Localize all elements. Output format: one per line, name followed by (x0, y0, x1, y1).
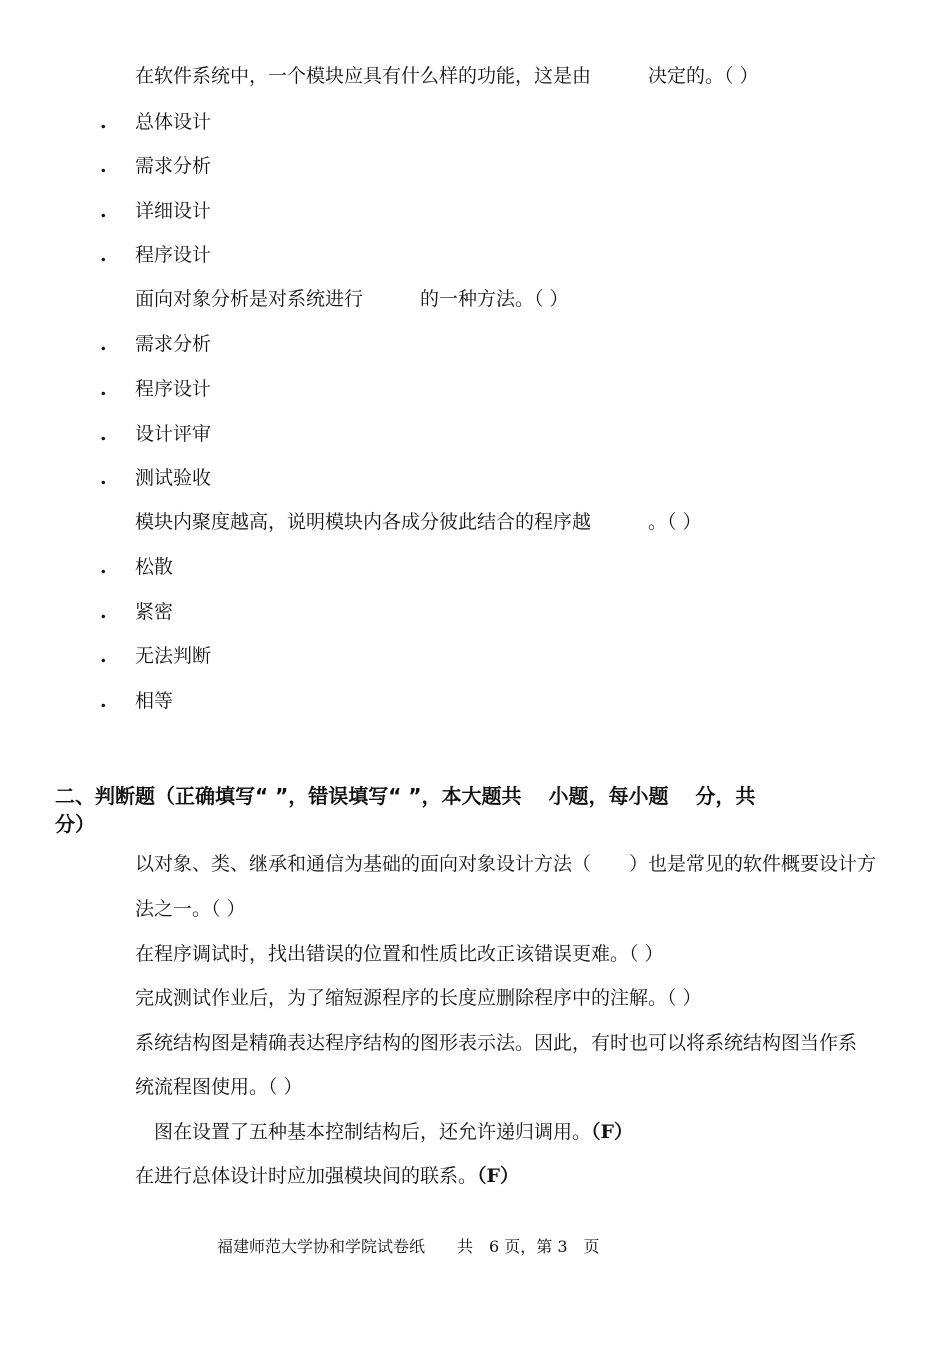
judgment-6 (135, 1162, 519, 1190)
judgment-3: 完成测试作业后，为了缩短源程序的长度应删除程序中的注解。（ ） (135, 987, 702, 1009)
q1-option-c: 详细设计 (135, 200, 212, 222)
section-2-title-continued: 分） (55, 812, 95, 836)
question-2-stem: 面向对象分析是对系统进行 的一种方法。（ ） (135, 288, 569, 310)
option-marker: . (100, 601, 107, 623)
judgment-1-line-2: 法之一。（ ） (135, 898, 246, 920)
option-marker: . (100, 690, 107, 712)
judgment-1-line-1: 以对象、类、继承和通信为基础的面向对象设计方法（ ）也是常见的软件概要设计方 (135, 853, 877, 875)
option-marker: . (100, 111, 107, 133)
page-footer: 福建师范大学协和学院试卷纸 共 6 页，第 3 页 (217, 1237, 600, 1256)
q2-option-c: 设计评审 (135, 423, 212, 445)
judgment-5 (135, 1118, 633, 1146)
section-2-title: 二、判断题（正确填写“ ”，错误填写“ ”，本大题共 小题，每小题 分，共 (55, 784, 756, 808)
option-marker: . (100, 333, 107, 355)
judgment-6-text: 在进行总体设计时应加强模块间的联系。 (135, 1165, 478, 1187)
q3-option-a: 松散 (135, 556, 174, 578)
judgment-4-line-1: 系统结构图是精确表达程序结构的图形表示法。因此，有时也可以将系统结构图当作系 (135, 1032, 858, 1054)
judgment-4-line-2: 统流程图使用。（ ） (135, 1076, 303, 1098)
q2-option-b: 程序设计 (135, 378, 212, 400)
q1-option-d: 程序设计 (135, 244, 212, 266)
q1-option-b: 需求分析 (135, 155, 212, 177)
option-marker: . (100, 467, 107, 489)
question-3-stem: 模块内聚度越高，说明模块内各成分彼此结合的程序越 。（ ） (135, 511, 702, 533)
option-marker: . (100, 244, 107, 266)
judgment-5-text: 图在设置了五种基本控制结构后，还允许递归调用。 (135, 1121, 592, 1143)
q2-option-d: 测试验收 (135, 467, 212, 489)
option-marker: . (100, 200, 107, 222)
option-marker: . (100, 155, 107, 177)
option-marker: . (100, 378, 107, 400)
question-1-stem: 在软件系统中，一个模块应具有什么样的功能，这是由 决定的。（ ） (135, 65, 759, 87)
q1-option-a: 总体设计 (135, 111, 212, 133)
judgment-2: 在程序调试时，找出错误的位置和性质比改正该错误更难。（ ） (135, 943, 664, 965)
judgment-5-answer: （F） (591, 1121, 634, 1143)
q3-option-d: 相等 (135, 690, 174, 712)
judgment-6-answer: （F） (477, 1165, 520, 1187)
option-marker: . (100, 556, 107, 578)
option-marker: . (100, 423, 107, 445)
q3-option-c: 无法判断 (135, 645, 212, 667)
option-marker: . (100, 645, 107, 667)
q3-option-b: 紧密 (135, 601, 174, 623)
q2-option-a: 需求分析 (135, 333, 212, 355)
